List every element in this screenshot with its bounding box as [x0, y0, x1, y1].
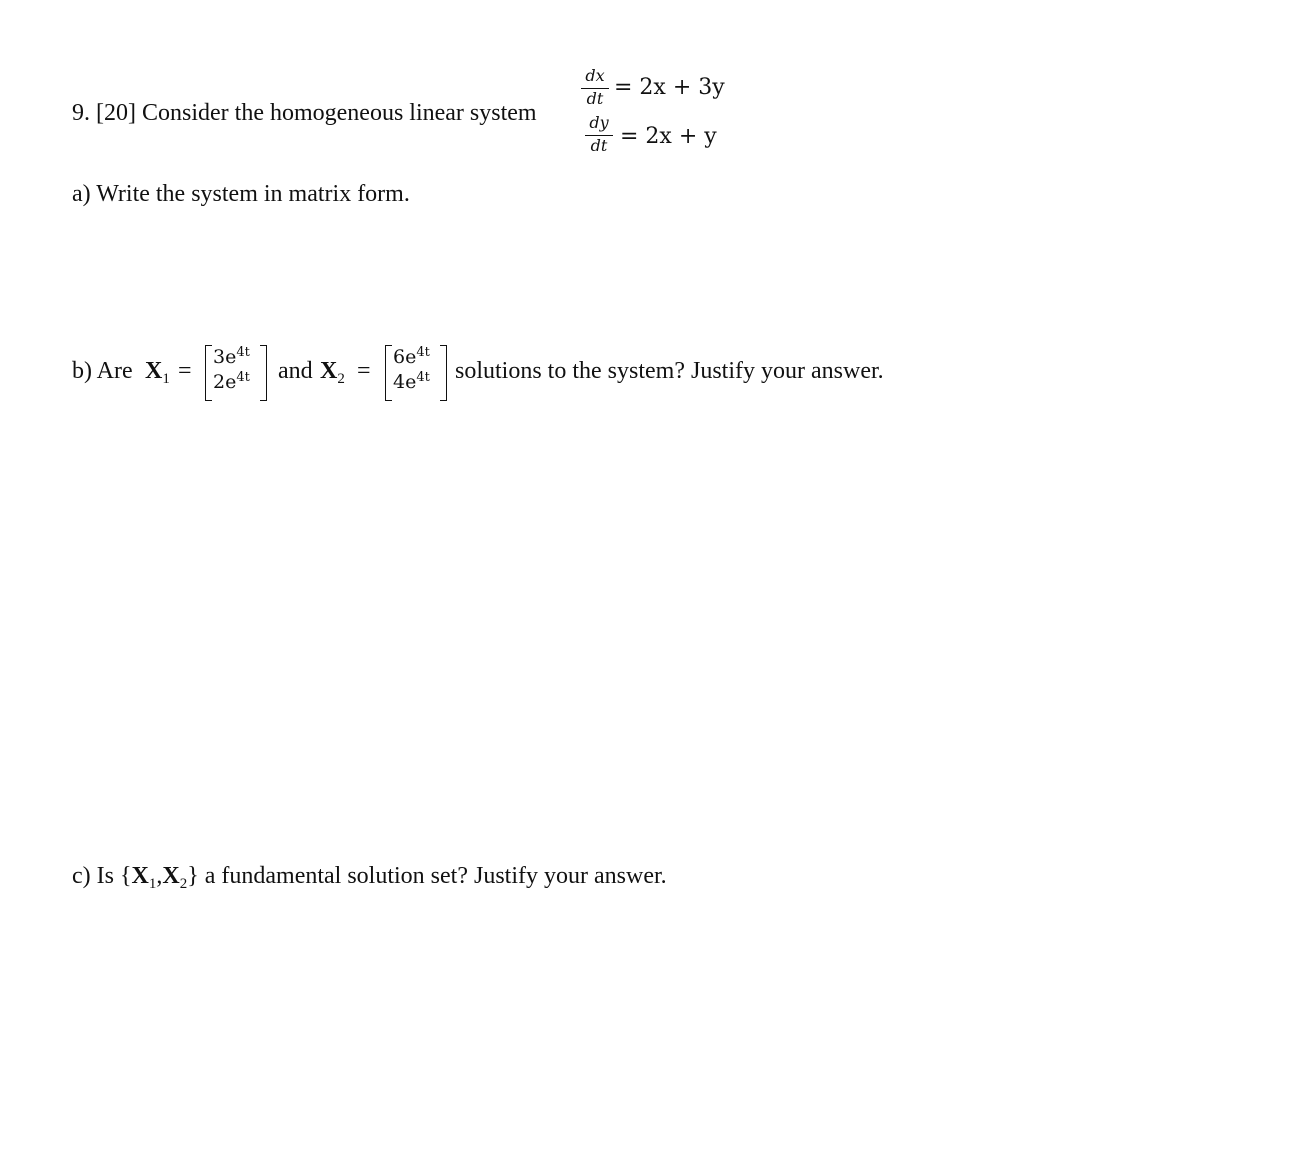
x2-bottom-exponent: 4t	[416, 370, 430, 385]
equation-1-rhs: = 2x + 3y	[614, 75, 725, 100]
x2-symbol: X	[162, 863, 180, 889]
x2-bottom-coef: 4e	[393, 371, 417, 393]
right-bracket	[260, 345, 267, 401]
x2-label	[320, 358, 345, 387]
x1-symbol: X	[145, 358, 163, 384]
x1-symbol: X	[131, 863, 149, 889]
x2-top-entry	[393, 345, 430, 368]
open-brace: {	[119, 863, 132, 889]
left-bracket	[205, 345, 212, 401]
fraction-dx-dt	[580, 68, 610, 109]
x1-top-exponent: 4t	[236, 345, 250, 360]
x1-equals: =	[178, 358, 192, 384]
part-c-line	[72, 863, 667, 892]
left-bracket	[385, 345, 392, 401]
fraction-dy-dt	[584, 115, 614, 156]
x1-bottom-exponent: 4t	[236, 370, 250, 385]
x1-label	[145, 358, 170, 387]
question-intro: 9. [20] Consider the homogeneous linear system	[72, 100, 537, 126]
x1-bottom-entry	[213, 370, 250, 393]
close-brace: }	[187, 863, 199, 889]
x2-top-coef: 6e	[393, 346, 417, 368]
fraction-numerator: dx	[585, 66, 605, 85]
part-a-prompt: a) Write the system in matrix form.	[72, 181, 410, 207]
x1-bottom-coef: 2e	[213, 371, 237, 393]
part-b-suffix: solutions to the system? Justify your answer.	[455, 358, 884, 384]
x2-subscript: 2	[337, 371, 345, 387]
part-c-prefix: c) Is	[72, 863, 114, 889]
fraction-denominator: dt	[586, 89, 604, 108]
fraction-denominator: dt	[590, 136, 608, 155]
fraction-numerator: dy	[589, 113, 609, 132]
right-bracket	[440, 345, 447, 401]
solution-set	[119, 863, 199, 892]
x1-subscript: 1	[162, 371, 170, 387]
and-word: and	[278, 358, 313, 384]
part-c-suffix: a fundamental solution set? Justify your answer.	[204, 863, 667, 889]
x1-top-coef: 3e	[213, 346, 237, 368]
x2-subscript: 2	[179, 876, 188, 892]
equation-2-rhs: = 2x + y	[620, 124, 717, 149]
x1-top-entry	[213, 345, 250, 368]
x2-bottom-entry	[393, 370, 430, 393]
x2-symbol: X	[320, 358, 338, 384]
x2-top-exponent: 4t	[416, 345, 430, 360]
x2-vector	[385, 345, 447, 401]
comma: ,	[156, 863, 163, 889]
part-b-prefix: b) Are	[72, 358, 133, 384]
x1-subscript: 1	[148, 876, 157, 892]
x2-equals: =	[357, 358, 371, 384]
x1-vector	[205, 345, 267, 401]
